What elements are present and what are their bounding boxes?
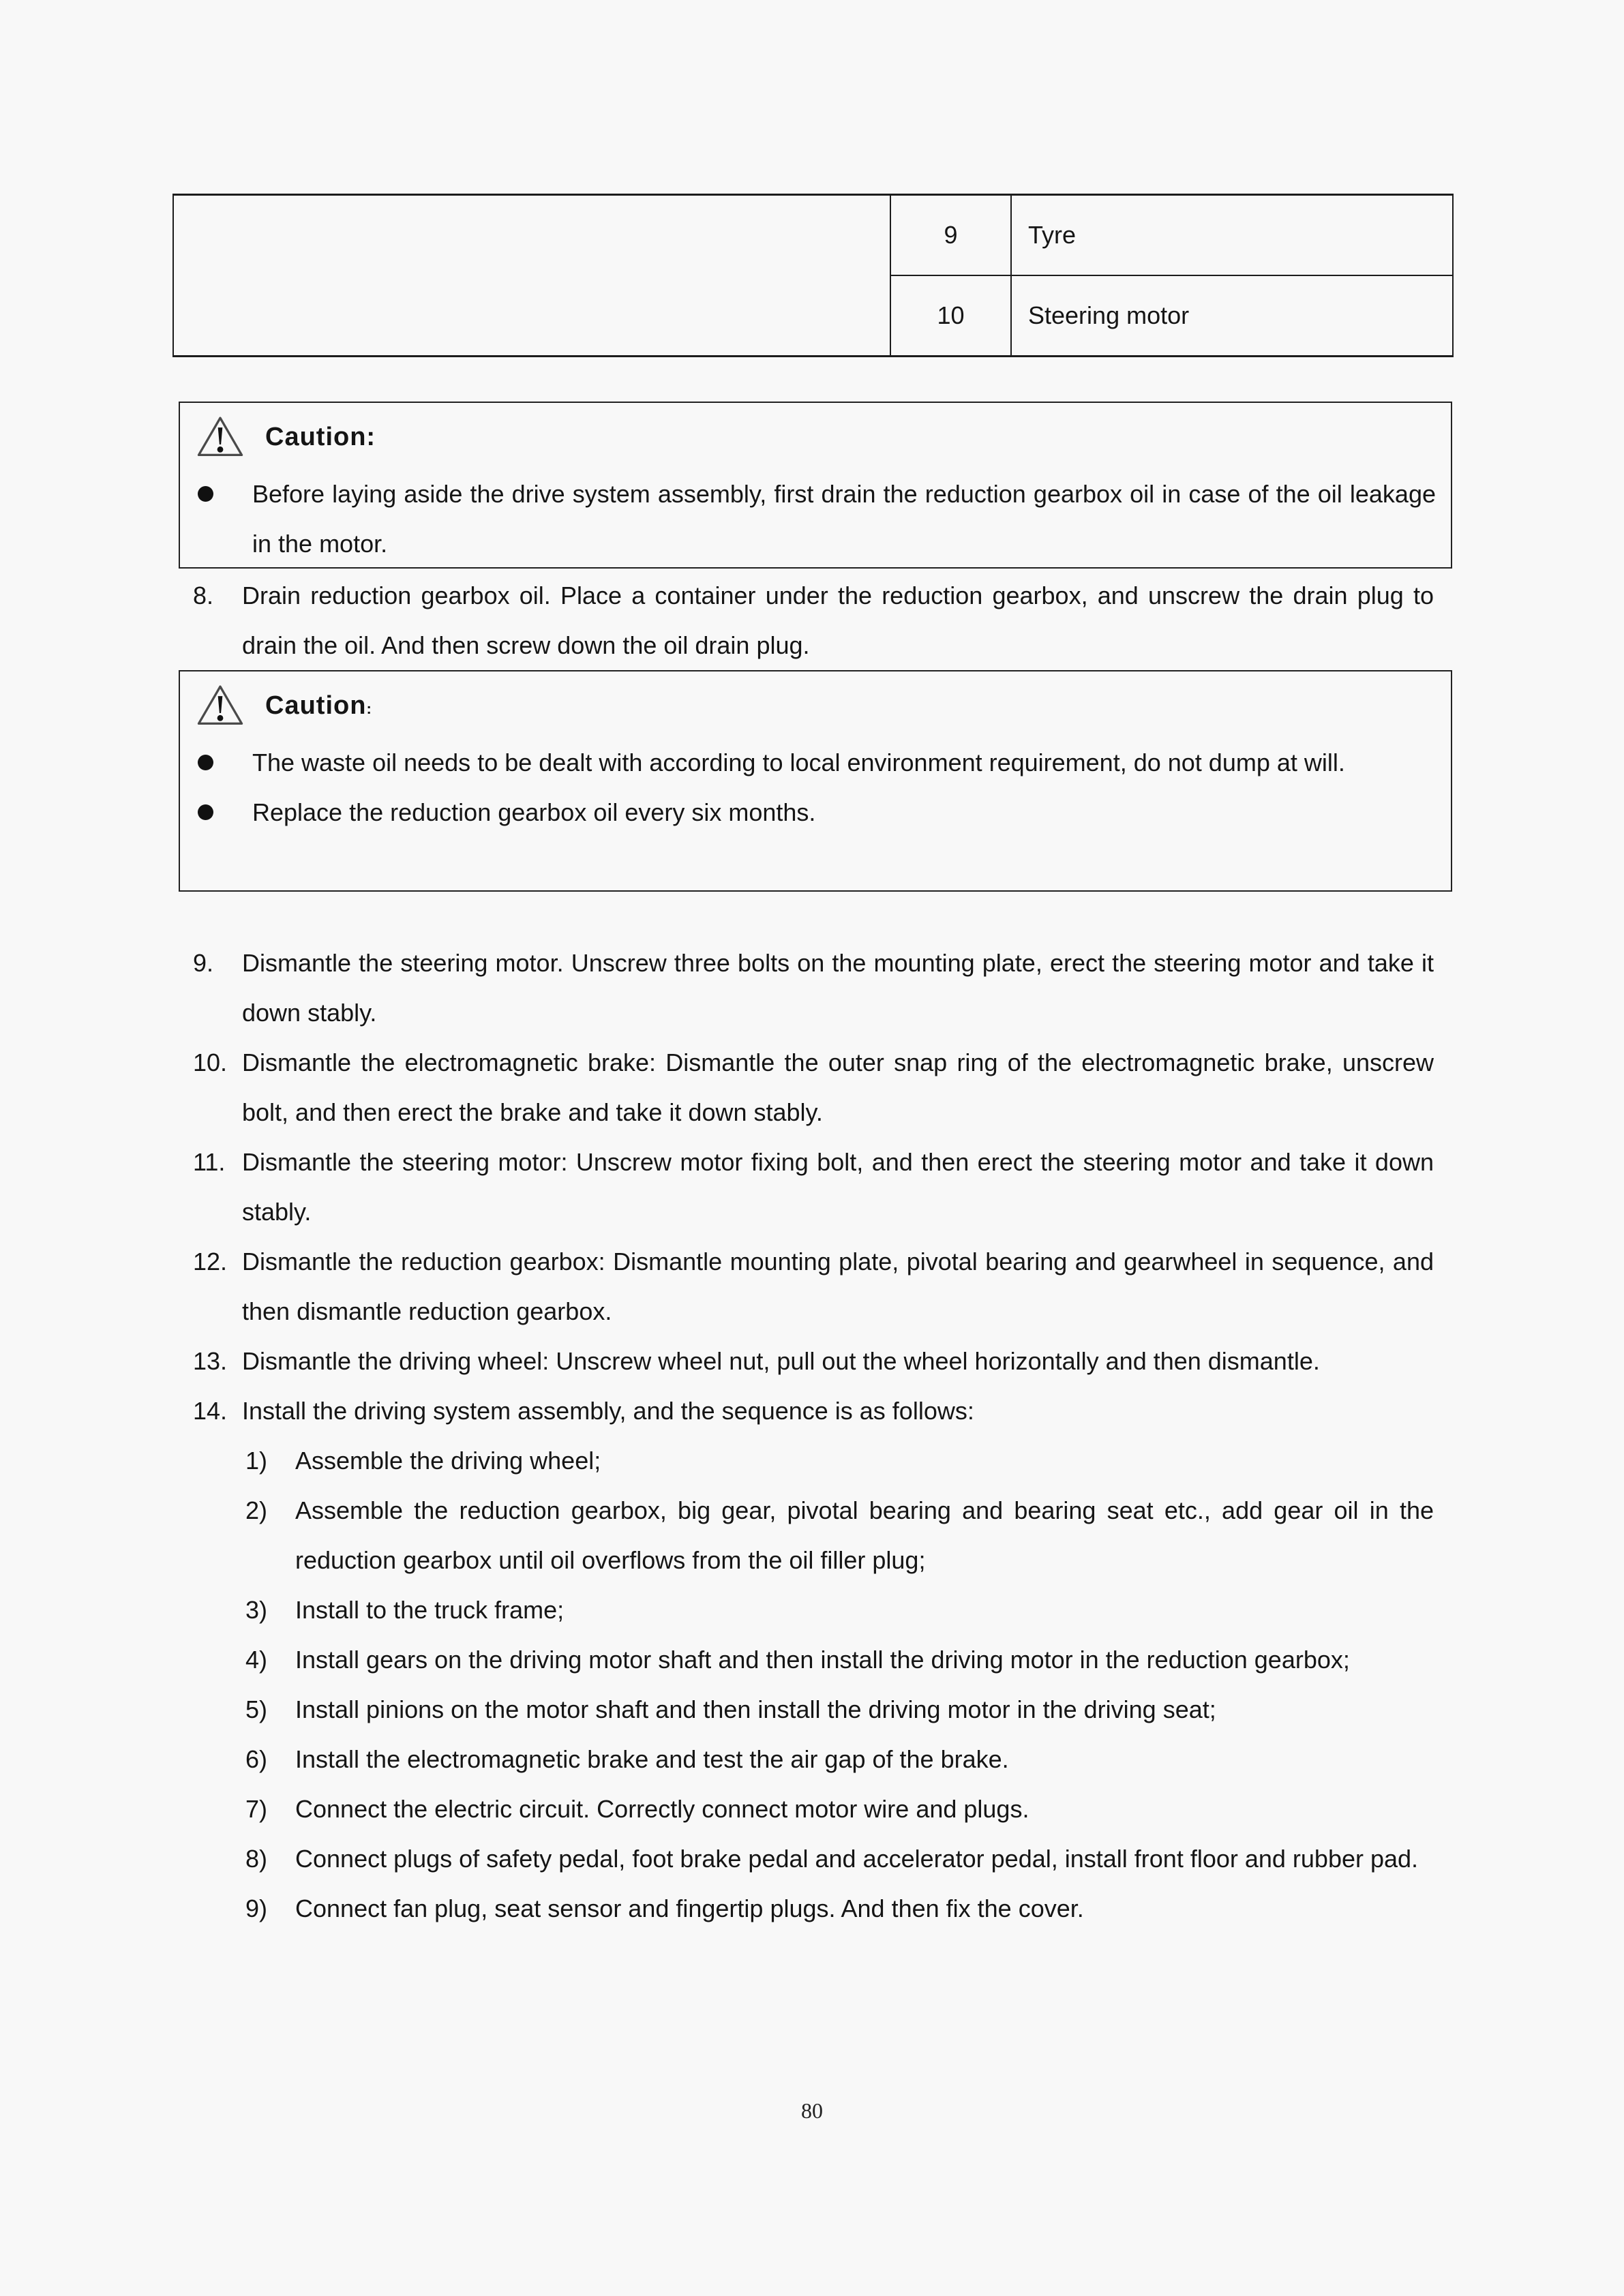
sub-list-item	[174, 1635, 1434, 1685]
warning-triangle-icon	[194, 683, 246, 728]
table-cell-label: Steering motor	[1011, 275, 1453, 357]
sub-item-text: Connect the electric circuit. Correctly connect motor wire and plugs.	[295, 1795, 1029, 1823]
sub-list-item	[174, 1834, 1434, 1884]
warning-triangle-icon	[194, 414, 246, 459]
caution-title-row	[194, 414, 1451, 460]
caution-bullet	[180, 738, 1451, 787]
list-item-text: Drain reduction gearbox oil. Place a container under the reduction gearbox, and unscrew the drain plug to drain the oil. And then screw down the oil drain plug.	[242, 581, 1434, 659]
table-cell-label: Tyre	[1011, 195, 1453, 276]
sub-item-number: 1)	[245, 1447, 268, 1475]
sub-item-number: 9)	[245, 1894, 268, 1922]
list-item	[174, 1038, 1434, 1137]
list-item-text: Dismantle the steering motor: Unscrew motor fixing bolt, and then erect the steering motor and take it down stably.	[242, 1148, 1434, 1226]
sub-item-number: 5)	[245, 1695, 268, 1723]
sub-list-item	[174, 1784, 1434, 1834]
sub-item-text: Install gears on the driving motor shaft and then install the driving motor in the reduction gearbox;	[295, 1646, 1350, 1674]
sub-item-number: 4)	[245, 1646, 268, 1674]
page-number: 80	[801, 2098, 823, 2123]
caution-title-text: Caution	[265, 691, 367, 720]
sub-item-text: Connect fan plug, seat sensor and fingertip plugs. And then fix the cover.	[295, 1894, 1084, 1922]
bullet-icon	[198, 755, 213, 770]
sub-list-item	[174, 1734, 1434, 1784]
sub-item-number: 7)	[245, 1795, 268, 1823]
caution-bullet	[180, 469, 1451, 569]
caution-bullet-text: Replace the reduction gearbox oil every six months.	[252, 798, 816, 826]
bullet-icon	[198, 486, 213, 502]
list-item	[174, 571, 1434, 670]
sub-list-item	[174, 1585, 1434, 1635]
table-row	[173, 195, 1453, 276]
list-item	[174, 1386, 1434, 1436]
caution-title: Caution:	[265, 422, 376, 451]
sub-item-text: Assemble the driving wheel;	[295, 1447, 601, 1475]
caution-title-suffix: :	[366, 699, 372, 717]
list-item	[174, 1336, 1434, 1386]
sub-item-number: 8)	[245, 1845, 268, 1873]
caution-bullet-text: Before laying aside the drive system assembly, first drain the reduction gearbox oil in case of the oil leakage in the motor.	[252, 480, 1436, 558]
sub-list-item	[174, 1685, 1434, 1734]
list-item-text: Dismantle the reduction gearbox: Dismantle mounting plate, pivotal bearing and gearwheel in sequence, and then dismantle reduction gearbox.	[242, 1248, 1434, 1325]
caution-box-1	[179, 402, 1452, 569]
list-item-text: Dismantle the driving wheel: Unscrew wheel nut, pull out the wheel horizontally and then dismantle.	[242, 1347, 1320, 1375]
sub-item-number: 3)	[245, 1596, 268, 1624]
sub-item-number: 2)	[245, 1496, 268, 1524]
sub-item-text: Assemble the reduction gearbox, big gear, pivotal bearing and bearing seat etc., add gear oil in the reduction gearbox until oil overflows from the oil filler plug;	[295, 1496, 1434, 1574]
table-cell-empty	[173, 195, 890, 357]
list-item-text: Dismantle the electromagnetic brake: Dismantle the outer snap ring of the electromagnetic brake, unscrew bolt, and then erect the brake and take it down stably.	[242, 1048, 1434, 1126]
caution-box-2	[179, 670, 1452, 892]
bullet-icon	[198, 804, 213, 820]
caution-bullet	[180, 787, 1451, 837]
parts-table	[172, 194, 1454, 357]
caution-title-row	[194, 682, 1451, 729]
sub-list-item	[174, 1485, 1434, 1585]
list-item-number: 14.	[193, 1397, 228, 1425]
sub-item-text: Install pinions on the motor shaft and then install the driving motor in the driving seat;	[295, 1695, 1216, 1723]
procedure-list	[174, 938, 1434, 1933]
sub-list-item	[174, 1884, 1434, 1933]
list-item	[174, 1137, 1434, 1237]
sub-item-text: Install the electromagnetic brake and test the air gap of the brake.	[295, 1745, 1009, 1773]
item-8-block	[174, 571, 1434, 670]
list-item	[174, 1237, 1434, 1336]
sub-item-number: 6)	[245, 1745, 268, 1773]
caution-bullet-text: The waste oil needs to be dealt with according to local environment requirement, do not dump at will.	[252, 749, 1345, 776]
sub-item-text: Connect plugs of safety pedal, foot brake pedal and accelerator pedal, install front floor and rubber pad.	[295, 1845, 1419, 1873]
table-cell-number: 9	[890, 195, 1011, 276]
list-item-number: 10.	[193, 1048, 228, 1076]
sub-item-text: Install to the truck frame;	[295, 1596, 565, 1624]
list-item-number: 13.	[193, 1347, 228, 1375]
table-cell-number: 10	[890, 275, 1011, 357]
list-item-number: 8.	[193, 581, 214, 609]
caution-title	[265, 691, 372, 721]
list-item-text: Dismantle the steering motor. Unscrew three bolts on the mounting plate, erect the steering motor and take it down stably.	[242, 949, 1434, 1027]
list-item-number: 9.	[193, 949, 214, 977]
list-item-number: 12.	[193, 1248, 228, 1275]
list-item	[174, 938, 1434, 1038]
list-item-text: Install the driving system assembly, and the sequence is as follows:	[242, 1397, 974, 1425]
list-item-number: 11.	[193, 1148, 226, 1176]
sub-list-item	[174, 1436, 1434, 1485]
